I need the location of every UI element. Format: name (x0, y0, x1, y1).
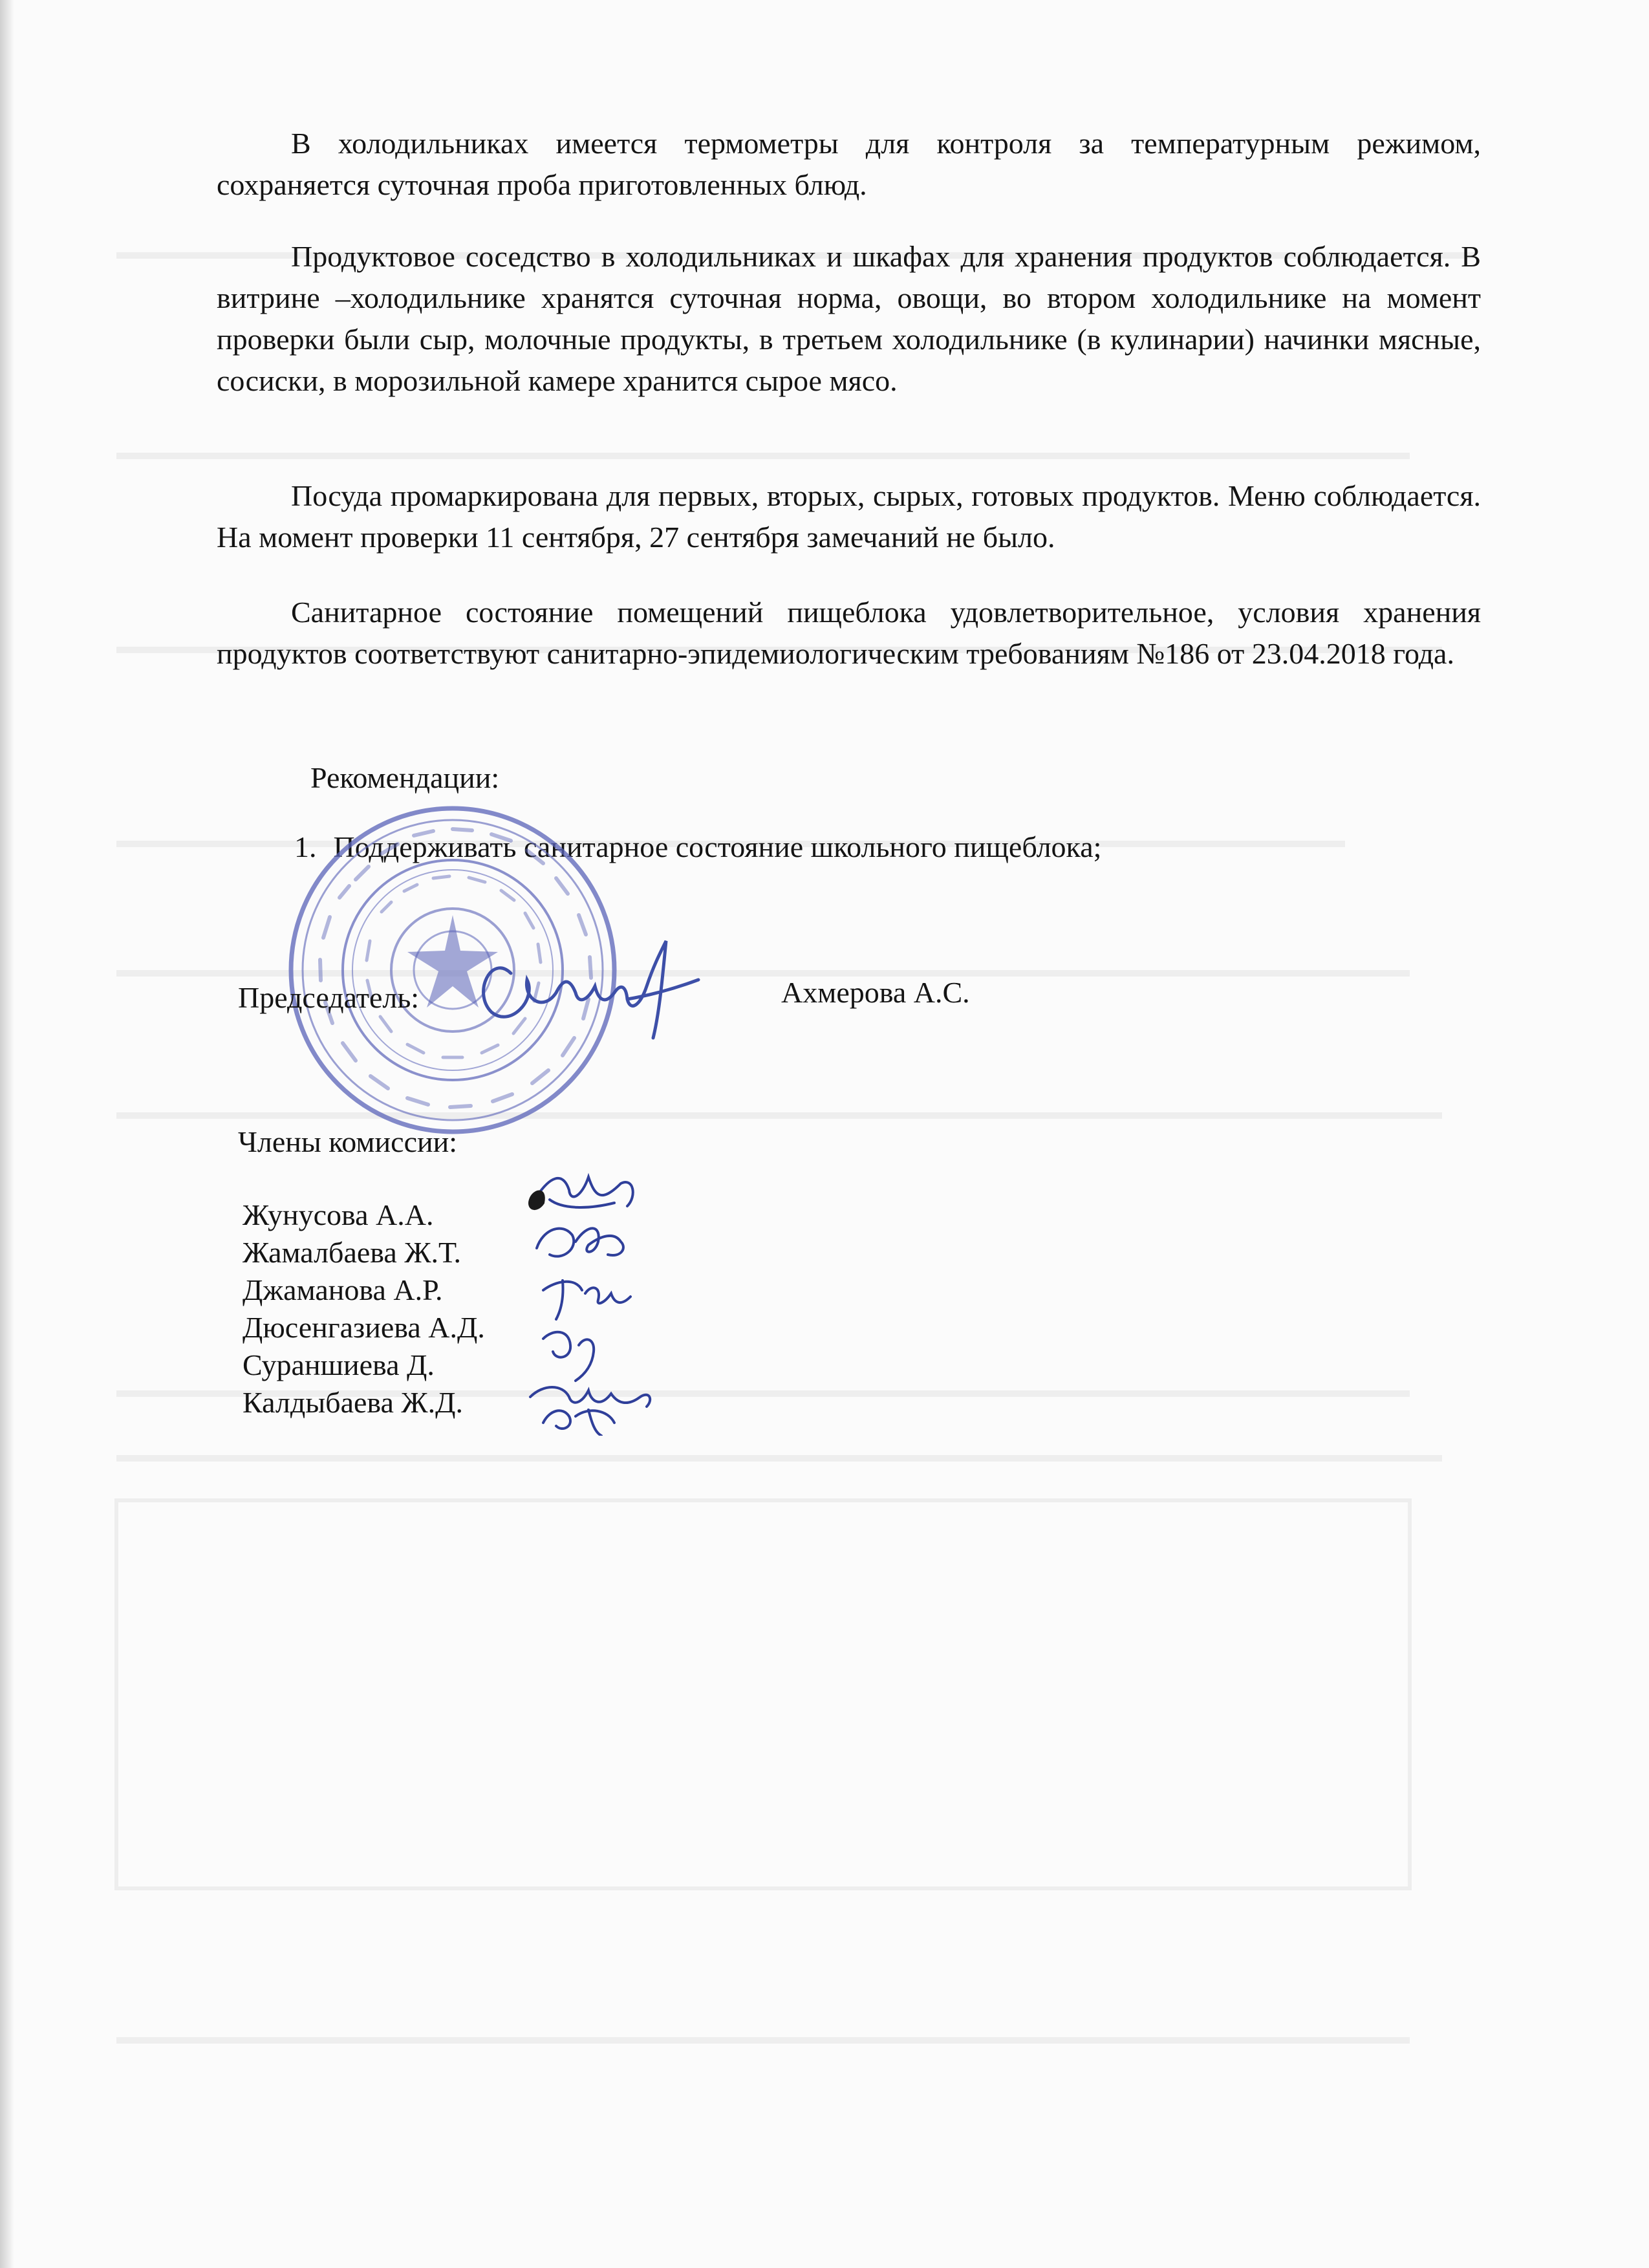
members-list (242, 1196, 485, 1421)
recommendation-number: 1. (294, 830, 317, 863)
member-name: Джаманова А.Р. (242, 1273, 443, 1306)
chairman-name: Ахмерова А.С. (781, 976, 970, 1009)
paragraph-thermometers: В холодильниках имеется термометры для контроля за температурным режимом, сохраняется суточная проба приготовленных блюд. (217, 127, 1481, 201)
recommendations-heading: Рекомендации: (310, 761, 500, 794)
members-heading: Члены комиссии: (238, 1125, 458, 1158)
paragraph-product-storage: Продуктовое соседство в холодильниках и шкафах для хранения продуктов соблюдается. В витрине –холодильнике хранятся суточная норма, овощи, во втором холодильнике на момент проверки были сыр, молочные продукты, в третьем холодильнике (в кулинарии) начинки мясные, сосиски, в морозильной камере хранится сырое мясо. (217, 240, 1481, 397)
member-name: Жамалбаева Ж.Т. (242, 1236, 462, 1269)
scan-edge (0, 0, 14, 2268)
member-name: Жунусова А.А. (242, 1198, 434, 1231)
member-name: Сураншиева Д. (242, 1348, 435, 1381)
member-signatures (524, 1151, 692, 1436)
member-name: Дюсенгазиева А.Д. (242, 1311, 485, 1344)
paragraph-sanitary-condition: Санитарное состояние помещений пищеблока удовлетворительное, условия хранения продуктов соответствуют санитарно-эпидемиологическим требованиям №186 от 23.04.2018 года. (217, 596, 1481, 670)
paragraph-dishware-menu: Посуда промаркирована для первых, вторых, сырых, готовых продуктов. Меню соблюдается. На момент проверки 11 сентября, 27 сентября замечаний не было. (217, 479, 1481, 554)
member-name: Калдыбаева Ж.Д. (242, 1386, 464, 1419)
recommendation-text: Поддерживать санитарное состояние школьного пищеблока; (333, 830, 1102, 863)
chairman-signature (466, 915, 711, 1044)
chairman-label: Председатель: (238, 981, 420, 1014)
